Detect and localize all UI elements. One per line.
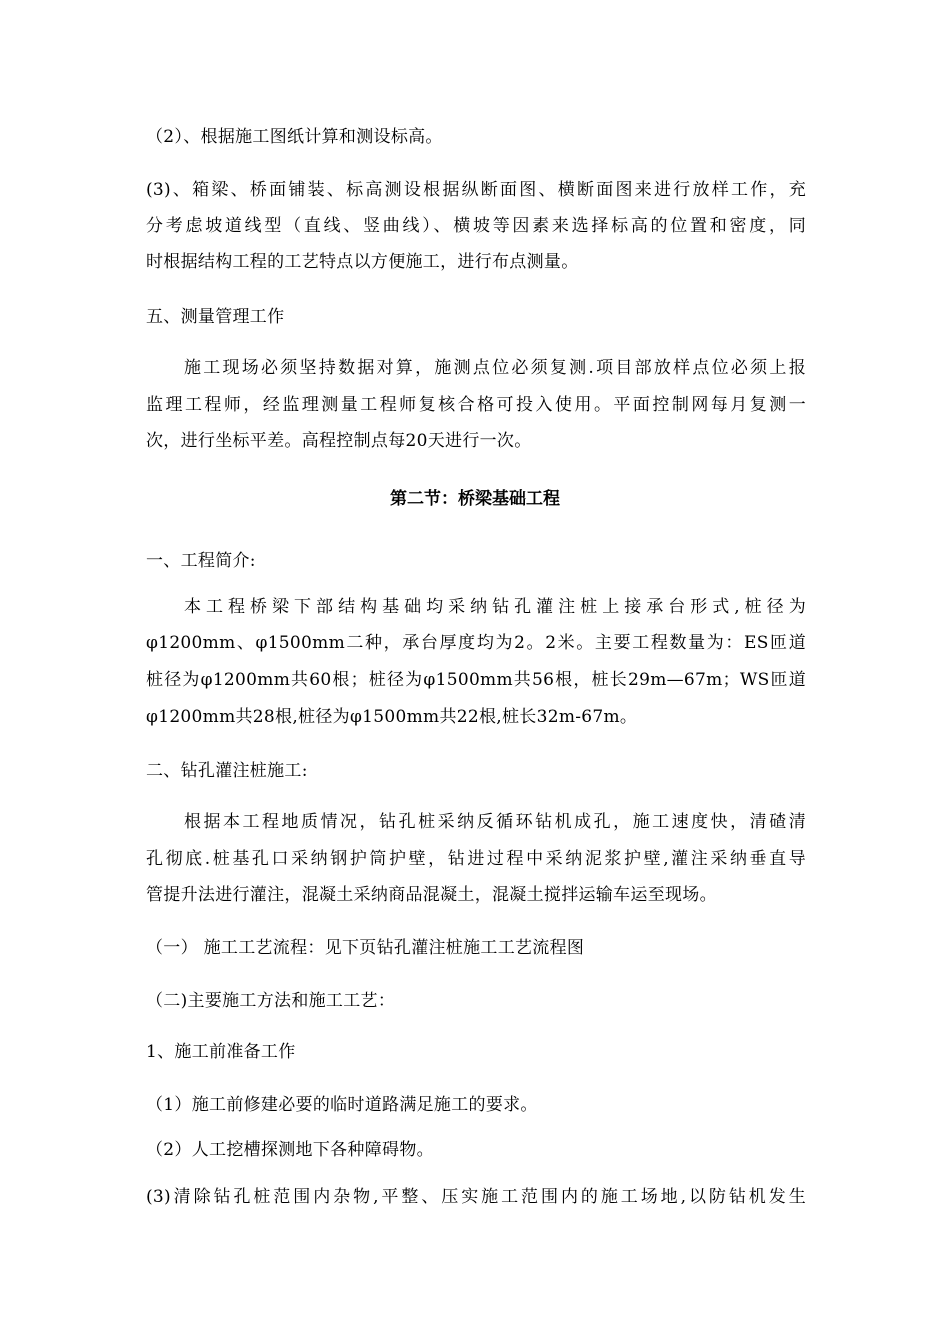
paragraph-line: 根据本工程地质情况，钻孔桩采纳反循环钻机成孔，施工速度快，清碴清	[184, 812, 806, 832]
paragraph-line: 桩径为φ1200mm共60根；桩径为φ1500mm共56根，桩长29m—67m；WS匝道	[146, 670, 806, 690]
paragraph-line: (3)清除钻孔桩范围内杂物,平整、压实施工范围内的施工场地,以防钻机发生	[146, 1187, 806, 1207]
paragraph-line: 施工现场必须坚持数据对算，施测点位必须复测.项目部放样点位必须上报	[184, 358, 806, 378]
subsection-title: 一、工程简介:	[146, 551, 256, 571]
list-item: （二)主要施工方法和施工工艺：	[146, 991, 396, 1011]
subsection-title: 二、钻孔灌注桩施工:	[146, 761, 308, 781]
paragraph-line: φ1200mm、φ1500mm二种，承台厚度均为2。2米。主要工程数量为：ES匝道	[146, 633, 806, 653]
paragraph-line: （2）、根据施工图纸计算和测设标高。	[146, 127, 443, 147]
list-item: 1、施工前准备工作	[146, 1042, 296, 1062]
list-item: （2）人工挖槽探测地下各种障碍物。	[146, 1140, 434, 1160]
subsection-title: 五、测量管理工作	[146, 307, 285, 327]
paragraph-line: 管提升法进行灌注，混凝土采纳商品混凝土，混凝土搅拌运输车运至现场。	[146, 885, 717, 905]
paragraph-line: φ1200mm共28根,桩径为φ1500mm共22根,桩长32m-67m。	[146, 707, 638, 727]
paragraph-line: 时根据结构工程的工艺特点以方便施工，进行布点测量。	[146, 252, 579, 272]
paragraph-line: 监理工程师，经监理测量工程师复核合格可投入使用。平面控制网每月复测一	[146, 395, 806, 415]
list-item: （一） 施工工艺流程：见下页钻孔灌注桩施工工艺流程图	[146, 938, 585, 958]
paragraph-line: (3)、箱梁、桥面铺装、标高测设根据纵断面图、横断面图来进行放样工作，充	[146, 180, 806, 200]
paragraph-line: 孔彻底.桩基孔口采纳钢护筒护壁，钻进过程中采纳泥浆护壁,灌注采纳垂直导	[146, 849, 806, 869]
list-item: （1）施工前修建必要的临时道路满足施工的要求。	[146, 1095, 538, 1115]
paragraph-line: 分考虑坡道线型（直线、竖曲线）、横坡等因素来选择标高的位置和密度，同	[146, 216, 806, 236]
section-heading: 第二节：桥梁基础工程	[390, 489, 560, 509]
paragraph-line: 本工程桥梁下部结构基础均采纳钻孔灌注桩上接承台形式,桩径为	[184, 597, 806, 617]
paragraph-line: 次，进行坐标平差。高程控制点每20天进行一次。	[146, 431, 532, 451]
